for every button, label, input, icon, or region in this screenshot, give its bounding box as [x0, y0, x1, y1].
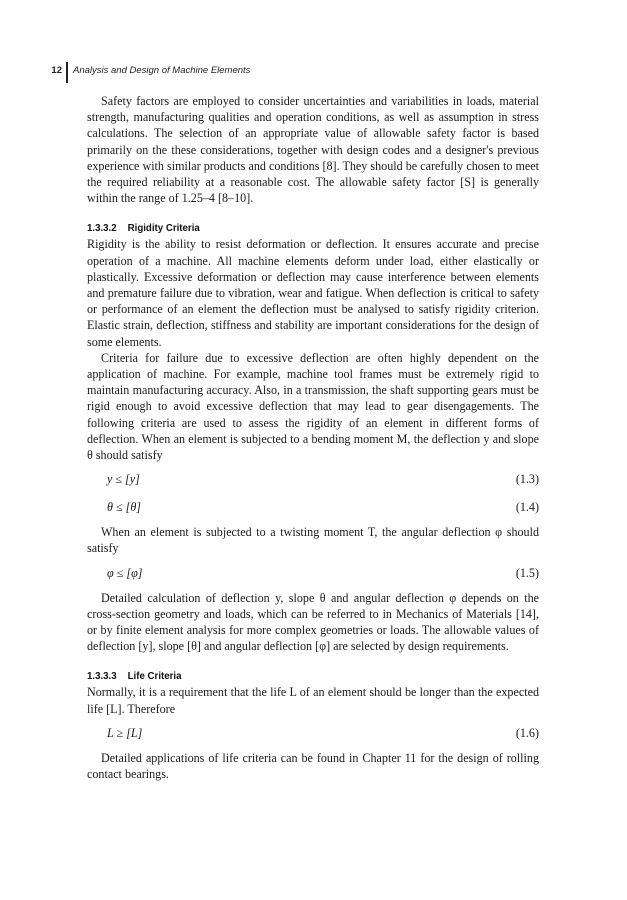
equation-expression: θ ≤ [θ]: [107, 500, 141, 515]
life-paragraph-2: Detailed applications of life criteria can be found in Chapter 11 for the design of rolling contact bearings.: [87, 750, 539, 782]
rigidity-paragraph-2: Criteria for failure due to excessive deflection are often highly dependent on the application of machine. For example, machine tool frames must be extremely rigid to maintain manufacturing accuracy. Also, in a transmission, the shaft supporting gears must be rigid enough to avoid excessive deflection that may lead to gear disengagements. The following criteria are used to assess the rigidity of an element in different forms of deflection. When an element is subjected to a bending moment M, the deflection y and slope θ should satisfy: [87, 350, 539, 463]
book-title: Analysis and Design of Machine Elements: [73, 65, 251, 76]
rigidity-paragraph-1: Rigidity is the ability to resist deformation or deflection. It ensures accurate and precise operation of a machine. All machine elements deform under load, either elastically or plastically. Excessive deformation or deflection may cause interference between elements and premature failure due to vibration, wear and fatigue. When deflection is critical to safety or performance of an element the deflection must be analysed to satisfy rigidity criterion. Elastic strain, deflection, stiffness and stability are important considerations for the design of some elements.: [87, 237, 539, 349]
section-number: 1.3.3.2: [87, 223, 117, 235]
page-body: [87, 93, 539, 782]
equation-1-5: [87, 565, 539, 581]
section-number: 1.3.3.3: [87, 671, 117, 683]
equation-number: (1.5): [515, 565, 539, 580]
equation-1-4: [87, 499, 539, 515]
intro-paragraph: Safety factors are employed to consider uncertainties and variabilities in loads, material strength, manufacturing qualities and operation conditions, as well as assumption in stress calculations. The selection of an appropriate value of allowable safety factor is based primarily on the these considerations, together with design codes and a designer's previous experience with similar products and conditions [8]. They should be carefully chosen to meet the required reliability at a reasonable cost. The allowable safety factor [S] is generally within the range of 1.25–4 [8–10].: [87, 94, 539, 206]
equation-expression: φ ≤ [φ]: [107, 565, 143, 580]
rigidity-paragraph-4: Detailed calculation of deflection y, slope θ and angular deflection φ depends on the cross-section geometry and loads, which can be referred to in Mechanics of Materials [14], or by finite element analysis for more complex geometries or loads. The allowable values of deflection [y], slope [θ] and angular deflection [φ] are selected by design requirements.: [87, 590, 539, 654]
page-number: 12: [51, 65, 62, 76]
life-paragraph-1: Normally, it is a requirement that the life L of an element should be longer than the expected life [L]. Therefore: [87, 685, 539, 716]
section-heading-life: [87, 670, 539, 683]
equation-expression: L ≥ [L]: [107, 725, 143, 740]
equation-number: (1.3): [515, 472, 539, 487]
section-heading-rigidity: [87, 222, 539, 235]
equation-1-6: [87, 725, 539, 741]
header-divider: [66, 62, 68, 83]
rigidity-paragraph-3: When an element is subjected to a twisting moment T, the angular deflection φ should satisfy: [87, 525, 539, 556]
section-title: Life Criteria: [127, 671, 182, 683]
equation-number: (1.6): [515, 725, 539, 740]
equation-1-3: [87, 471, 539, 487]
equation-expression: y ≤ [y]: [107, 472, 140, 487]
section-title: Rigidity Criteria: [127, 223, 200, 235]
equation-number: (1.4): [515, 500, 539, 515]
